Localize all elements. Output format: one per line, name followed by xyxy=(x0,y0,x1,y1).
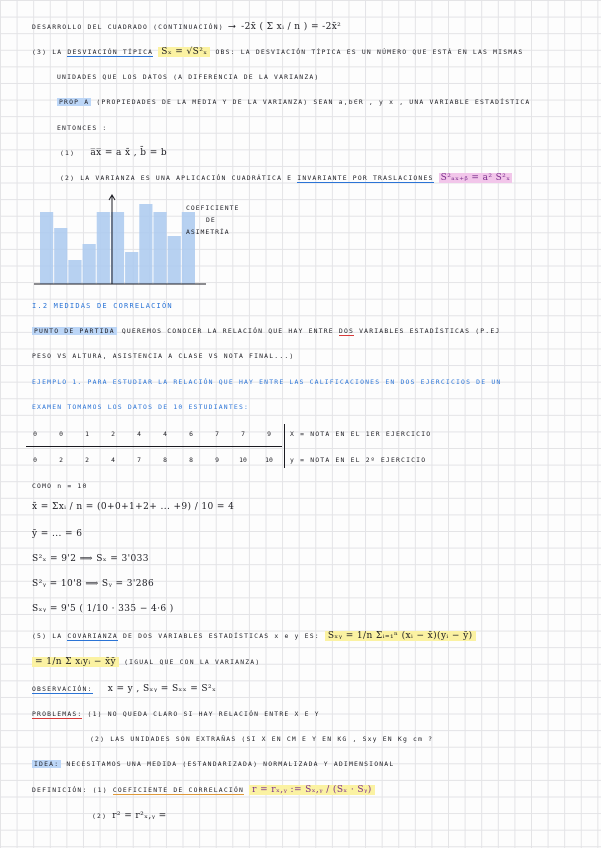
cell-x5: 4 xyxy=(137,430,141,438)
invariant-text: INVARIANTE POR TRASLACIONES xyxy=(297,174,434,182)
item-number: (2) xyxy=(60,174,76,182)
table-divider-h xyxy=(26,446,282,447)
cell-y10: 10 xyxy=(265,456,273,464)
cell-y2: 2 xyxy=(59,456,63,464)
text: (IGUAL QUE CON LA VARIANZA) xyxy=(124,658,261,666)
cell-x1: 0 xyxy=(33,430,37,438)
text: (2) LAS UNIDADES SON EXTRAÑAS (SI X EN CM E Y EN KG , Sxy EN Kg cm ? xyxy=(90,735,434,743)
cell-x10: 9 xyxy=(267,430,271,438)
chart-label-3: ASIMETRÍA xyxy=(186,228,230,236)
line-covariance-def xyxy=(32,632,476,641)
cell-y9: 10 xyxy=(239,456,247,464)
line-entonces xyxy=(57,124,107,133)
text: LA VARIANZA ES UNA APLICACIÓN CUADRÁTICA E xyxy=(80,174,293,182)
cell-x3: 1 xyxy=(85,430,89,438)
table-divider-v xyxy=(284,424,285,468)
label-definition: DEFINICIÓN: xyxy=(32,786,88,794)
chart-label-1: COEFICIENTE xyxy=(186,204,240,212)
cell-y8: 9 xyxy=(215,456,219,464)
cell-y7: 8 xyxy=(189,456,193,464)
article: LA xyxy=(52,48,63,56)
item-number: (2) xyxy=(92,812,108,820)
line-prop-2 xyxy=(60,174,512,183)
line-problems xyxy=(32,710,320,719)
line-observation xyxy=(32,685,216,694)
text: (PROPIEDADES DE LA MEDIA Y DE LA VARIANZA) SEAN a,b∈R , y x , UNA VARIABLE ESTADÍSTICA xyxy=(96,98,531,106)
formula: S²ₐₓ₊ᵦ = a² S²ₓ xyxy=(440,173,511,183)
text: DE DOS VARIABLES ESTADÍSTICAS x e y ES: xyxy=(122,632,320,640)
line-idea xyxy=(32,760,394,769)
formula: = 1/n Σ xᵢyᵢ − x̄ȳ xyxy=(32,657,119,667)
line-definition xyxy=(32,786,375,795)
line-exam xyxy=(32,403,249,412)
histogram-chart xyxy=(30,192,210,288)
cell-x2: 0 xyxy=(59,430,63,438)
article: LA xyxy=(52,632,63,640)
histogram-bar xyxy=(153,212,166,284)
formula: x = y , Sₓᵧ = Sₓₓ = S²ₓ xyxy=(107,684,217,694)
histogram-bar xyxy=(40,212,53,284)
formula: -2x̄ ( Σ xᵢ / n ) = -2x̄² xyxy=(241,22,342,32)
formula: ȳ = ... = 6 xyxy=(32,529,83,539)
text: COMO n = 10 xyxy=(32,482,88,490)
term-standard-deviation: DESVIACIÓN TÍPICA xyxy=(67,48,154,56)
text: NECESITAMOS UNA MEDIDA (ESTANDARIZADA) NORMALIZADA Y ADIMENSIONAL xyxy=(66,760,395,768)
line-var-y xyxy=(32,580,154,589)
label-observation: OBSERVACIÓN: xyxy=(32,685,93,693)
note-x: X = NOTA EN EL 1ER EJERCICIO xyxy=(290,430,432,438)
label-idea: IDEA: xyxy=(34,760,60,768)
histogram-bar xyxy=(168,236,181,284)
line-problem-2 xyxy=(90,735,433,744)
label-starting-point: PUNTO DE PARTIDA xyxy=(34,327,115,335)
text: UNIDADES QUE LOS DATOS (A DIFERENCIA DE LA VARIANZA) xyxy=(57,73,320,81)
line-cov-value xyxy=(32,605,174,614)
formula-sd: Sₓ = √S²ₓ xyxy=(158,47,210,57)
text: EJEMPLO 1. PARA ESTUDIAR LA RELACIÓN QUE HAY ENTRE LAS CALIFICACIONES EN DOS EJERCICIOS DE UN xyxy=(32,378,502,386)
line-development-continuation xyxy=(32,22,341,32)
observation-text: OBS: LA DESVIACIÓN TÍPICA ES UN NÚMERO QUE ESTÁ EN LAS MISMAS xyxy=(215,48,524,56)
text2: VARIABLES ESTADÍSTICAS (P.EJ xyxy=(359,327,501,335)
cell-x9: 7 xyxy=(241,430,245,438)
arrow-icon: ⟶ xyxy=(228,21,237,32)
text: ENTONCES : xyxy=(57,124,108,132)
line-como-n xyxy=(32,482,88,491)
chart-label-2: DE xyxy=(206,216,216,224)
line-standard-deviation xyxy=(32,48,523,57)
histogram-bar xyxy=(83,244,96,284)
term-correlation: COEFICIENTE DE CORRELACIÓN xyxy=(112,786,245,794)
formula: r² = r²ₓ,ᵧ = xyxy=(112,811,167,821)
cell-y1: 0 xyxy=(33,456,37,464)
term-covariance: COVARIANZA xyxy=(67,632,118,640)
formula: S²ᵧ = 10'8 ⟹ Sᵧ = 3'286 xyxy=(32,579,155,589)
dos-underlined: DOS xyxy=(338,327,355,335)
histogram-bar xyxy=(111,212,124,284)
histogram-bar xyxy=(125,252,138,284)
line-prop-1 xyxy=(60,149,167,158)
item-number: (1) xyxy=(60,149,76,157)
histogram-bar xyxy=(139,204,152,284)
histogram-bar xyxy=(54,228,67,284)
line-examples xyxy=(32,352,294,361)
item-number: (5) xyxy=(32,632,48,640)
cell-y5: 7 xyxy=(137,456,141,464)
formula: Sₓᵧ = 1/n Σᵢ₌₁ⁿ (xᵢ − x̄)(yᵢ − ȳ) xyxy=(325,631,476,641)
line-covariance-alt xyxy=(32,658,260,667)
section-heading xyxy=(32,302,173,311)
label-problems: PROBLEMAS: xyxy=(32,710,83,718)
line-starting-point xyxy=(32,327,500,336)
line-var-x xyxy=(32,555,149,564)
cell-x8: 7 xyxy=(215,430,219,438)
item-number: (3) xyxy=(32,48,48,56)
text: EXAMEN TOMAMOS LOS DATOS DE 10 ESTUDIANTES: xyxy=(32,403,250,411)
formula: r = rₓ,ᵧ := Sₓ,ᵧ / (Sₓ · Sᵧ) xyxy=(249,785,375,795)
section-title: I.2 MEDIDAS DE CORRELACIÓN xyxy=(32,302,173,310)
histogram-bar xyxy=(68,260,81,284)
cell-x7: 6 xyxy=(189,430,193,438)
line-units xyxy=(57,73,319,82)
line-mean-y xyxy=(32,530,82,539)
item-number: (1) xyxy=(92,786,108,794)
line-prop-a xyxy=(57,98,530,107)
cell-x6: 4 xyxy=(163,430,167,438)
formula: x̄ = Σxᵢ / n = (0+0+1+2+ ... +9) / 10 = 4 xyxy=(32,502,235,512)
text: (1) NO QUEDA CLARO SI HAY RELACIÓN ENTRE X E Y xyxy=(87,710,320,718)
formula: Sₓᵧ = 9'5 ( 1/10 · 335 − 4·6 ) xyxy=(32,604,174,614)
line-example-1 xyxy=(32,378,501,387)
cell-y6: 8 xyxy=(163,456,167,464)
formula: a̅x̅ = a x̄ , b̄ = b xyxy=(90,148,168,158)
line-mean-x xyxy=(32,503,234,512)
note-y: y = NOTA EN EL 2º EJERCICIO xyxy=(290,456,427,464)
line-r-squared xyxy=(92,812,167,821)
chart-label xyxy=(186,202,239,238)
prop-label: PROP A xyxy=(59,98,90,106)
formula: S²ₓ = 9'2 ⟹ Sₓ = 3'033 xyxy=(32,554,149,564)
histogram-bar xyxy=(97,212,110,284)
heading-text: DESARROLLO DEL CUADRADO (CONTINUACIÓN) xyxy=(32,23,224,31)
text: QUEREMOS CONOCER LA RELACIÓN QUE HAY ENTRE xyxy=(121,327,334,335)
cell-y3: 2 xyxy=(85,456,89,464)
cell-y4: 4 xyxy=(111,456,115,464)
text: PESO VS ALTURA, ASISTENCIA A CLASE VS NOTA FINAL...) xyxy=(32,352,295,360)
bars-group xyxy=(40,204,195,284)
cell-x4: 2 xyxy=(111,430,115,438)
